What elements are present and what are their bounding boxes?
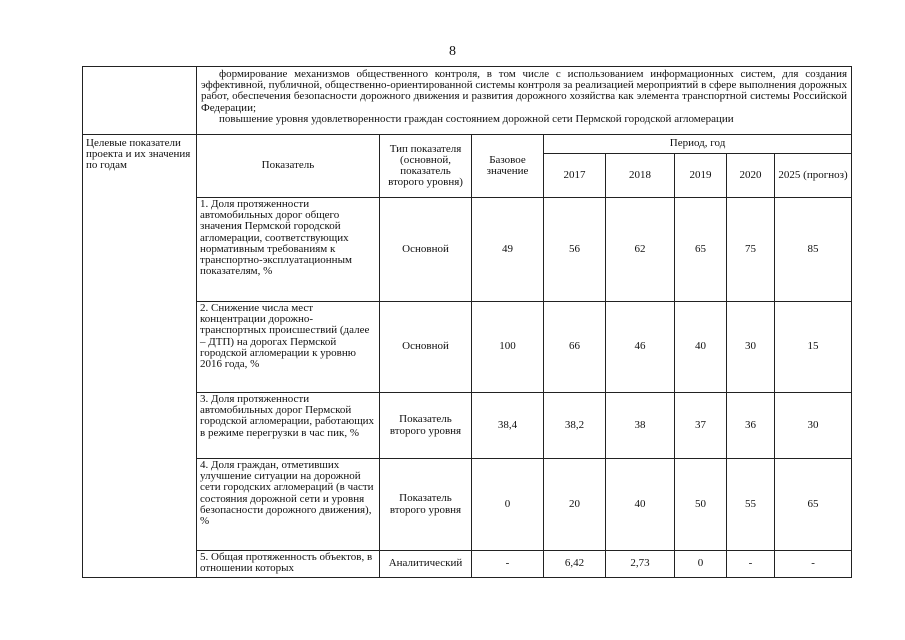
table-row bbox=[83, 551, 852, 578]
header-year-2018: 2018 bbox=[606, 154, 675, 198]
value-3-2019: 37 bbox=[675, 393, 727, 459]
table-row bbox=[83, 393, 852, 459]
indicator-type-2: Основной bbox=[380, 302, 472, 393]
page-number: 8 bbox=[449, 44, 456, 59]
intro-paragraph-1: формирование механизмов общественного контроля, в том числе с использованием информационных систем, для создания эффективной, публичной, общественно-ориентированной системы контроля за реализацией мероприятий в сфере выполнения дорожных работ, обеспечения безопасности дорожного движения и развития дорожного хозяйства как элемента транспортной системы Российской Федерации; bbox=[201, 68, 848, 114]
value-3-2017: 38,2 bbox=[544, 393, 606, 459]
header-year-2025: 2025 (прогноз) bbox=[775, 154, 852, 198]
header-year-2019: 2019 bbox=[675, 154, 727, 198]
table-row bbox=[83, 459, 852, 551]
base-value-4: 0 bbox=[472, 459, 544, 551]
indicator-type-5: Аналитический bbox=[380, 551, 472, 578]
intro-row bbox=[83, 67, 852, 135]
indicator-2: 2. Снижение числа мест концентрации дорожно-транспортных происшествий (далее – ДТП) на дорогах Пермской городской агломерации к уровню 2016 года, % bbox=[197, 302, 380, 393]
table-row bbox=[83, 198, 852, 302]
header-row-1 bbox=[83, 135, 852, 154]
value-5-2017: 6,42 bbox=[544, 551, 606, 578]
value-3-2020: 36 bbox=[727, 393, 775, 459]
value-4-2025: 65 bbox=[775, 459, 852, 551]
value-1-2018: 62 bbox=[606, 198, 675, 302]
value-5-2025: - bbox=[775, 551, 852, 578]
header-type: Тип показателя (основной, показатель второго уровня) bbox=[380, 135, 472, 198]
indicator-4: 4. Доля граждан, отметивших улучшение ситуации на дорожной сети городских агломераций (в части состояния дорожной сети и уровня безопасности дорожного движения), % bbox=[197, 459, 380, 551]
value-5-2019: 0 bbox=[675, 551, 727, 578]
header-period: Период, год bbox=[544, 135, 852, 154]
value-4-2019: 50 bbox=[675, 459, 727, 551]
value-2-2018: 46 bbox=[606, 302, 675, 393]
value-4-2018: 40 bbox=[606, 459, 675, 551]
value-3-2018: 38 bbox=[606, 393, 675, 459]
header-year-2020: 2020 bbox=[727, 154, 775, 198]
project-table bbox=[82, 66, 852, 578]
base-value-5: - bbox=[472, 551, 544, 578]
base-value-2: 100 bbox=[472, 302, 544, 393]
intro-paragraph-2: повышение уровня удовлетворенности граждан состоянием дорожной сети Пермской городской агломерации bbox=[219, 112, 734, 125]
value-5-2018: 2,73 bbox=[606, 551, 675, 578]
table-row bbox=[83, 302, 852, 393]
indicator-5: 5. Общая протяженность объектов, в отношении которых bbox=[197, 551, 380, 578]
value-5-2020: - bbox=[727, 551, 775, 578]
value-4-2020: 55 bbox=[727, 459, 775, 551]
intro-left-empty-cell bbox=[83, 67, 197, 135]
indicator-1: 1. Доля протяженности автомобильных дорог общего значения Пермской городской агломерации, соответствующих нормативным требованиям к транспортно-эксплуатационным показателям, % bbox=[197, 198, 380, 302]
header-indicator: Показатель bbox=[197, 135, 380, 198]
value-4-2017: 20 bbox=[544, 459, 606, 551]
value-1-2020: 75 bbox=[727, 198, 775, 302]
value-1-2017: 56 bbox=[544, 198, 606, 302]
value-2-2025: 15 bbox=[775, 302, 852, 393]
value-2-2020: 30 bbox=[727, 302, 775, 393]
intro-cell bbox=[197, 67, 852, 135]
base-value-1: 49 bbox=[472, 198, 544, 302]
section-label: Целевые показатели проекта и их значения по годам bbox=[83, 135, 197, 578]
indicator-type-1: Основной bbox=[380, 198, 472, 302]
base-value-3: 38,4 bbox=[472, 393, 544, 459]
value-2-2019: 40 bbox=[675, 302, 727, 393]
value-3-2025: 30 bbox=[775, 393, 852, 459]
indicator-type-3: Показатель второго уровня bbox=[380, 393, 472, 459]
indicator-3: 3. Доля протяженности автомобильных дорог Пермской городской агломерации, работающих в режиме перегрузки в час пик, % bbox=[197, 393, 380, 459]
value-1-2025: 85 bbox=[775, 198, 852, 302]
header-base: Базовое значение bbox=[472, 135, 544, 198]
value-1-2019: 65 bbox=[675, 198, 727, 302]
indicator-type-4: Показатель второго уровня bbox=[380, 459, 472, 551]
header-year-2017: 2017 bbox=[544, 154, 606, 198]
value-2-2017: 66 bbox=[544, 302, 606, 393]
